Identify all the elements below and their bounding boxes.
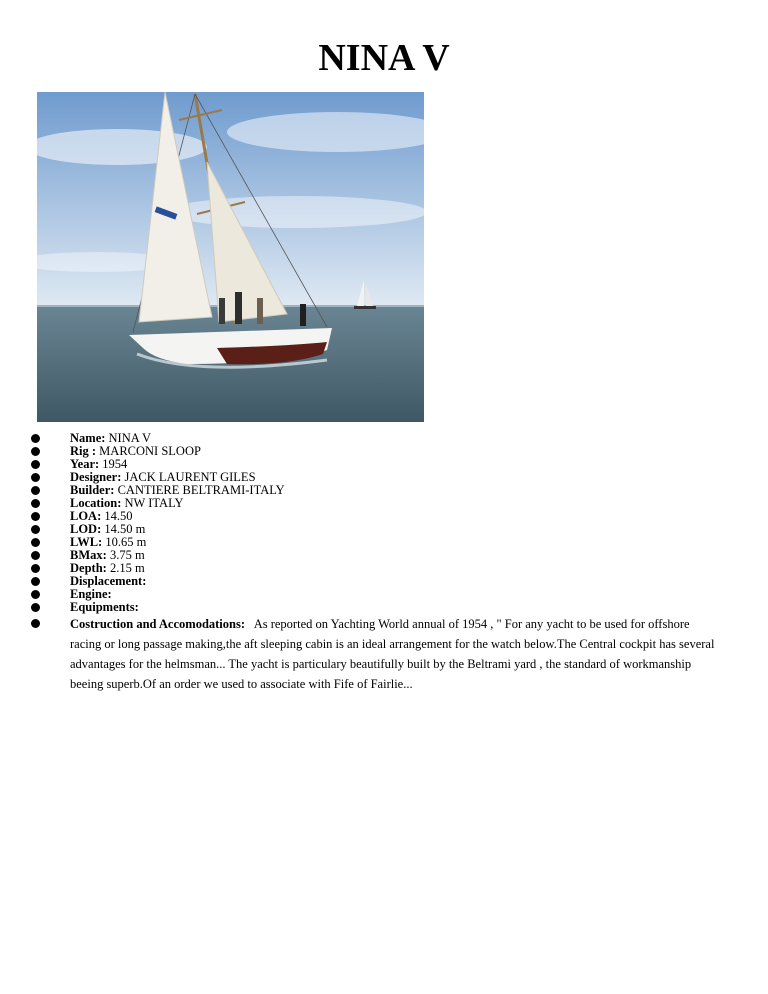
bullet-icon bbox=[31, 447, 40, 456]
spec-name: Name: NINA V bbox=[31, 432, 721, 445]
bullet-icon bbox=[31, 538, 40, 547]
spec-designer: Designer: JACK LAURENT GILES bbox=[31, 471, 721, 484]
bullet-icon bbox=[31, 486, 40, 495]
bullet-icon bbox=[31, 590, 40, 599]
bullet-icon bbox=[31, 577, 40, 586]
spec-lod: LOD: 14.50 m bbox=[31, 523, 721, 536]
bullet-icon bbox=[31, 564, 40, 573]
bullet-icon bbox=[31, 525, 40, 534]
spec-depth: Depth: 2.15 m bbox=[31, 562, 721, 575]
spec-equipments: Equipments: bbox=[31, 601, 721, 614]
bullet-icon bbox=[31, 499, 40, 508]
spec-displacement: Displacement: bbox=[31, 575, 721, 588]
spec-year: Year: 1954 bbox=[31, 458, 721, 471]
bullet-icon bbox=[31, 512, 40, 521]
construction-text: As reported on Yachting World annual of 1954 , " For any yacht to be used for offshore racing or long passage making,the aft sleeping cabin is an ideal arrangement for the watch below.The Central cockpit has several advantages for the helmsman... The yacht is particulary beautifully built by the Beltrami yard , the standard of workmanship beeing superb.Of an order we used to associate with Fife of Fairlie... bbox=[70, 617, 718, 691]
sailboat-photo bbox=[37, 92, 424, 422]
spec-rig: Rig : MARCONI SLOOP bbox=[31, 445, 721, 458]
bullet-icon bbox=[31, 434, 40, 443]
spec-location: Location: NW ITALY bbox=[31, 497, 721, 510]
spec-builder: Builder: CANTIERE BELTRAMI-ITALY bbox=[31, 484, 721, 497]
bullet-icon bbox=[31, 460, 40, 469]
bullet-icon bbox=[31, 619, 40, 628]
page-title: NINA V bbox=[318, 37, 450, 79]
spec-lwl: LWL: 10.65 m bbox=[31, 536, 721, 549]
spec-loa: LOA: 14.50 bbox=[31, 510, 721, 523]
specs-list bbox=[31, 432, 721, 694]
spec-bmax: BMax: 3.75 m bbox=[31, 549, 721, 562]
spec-engine: Engine: bbox=[31, 588, 721, 601]
spec-construction: Costruction and Accomodations: As reported on Yachting World annual of 1954 , " For any yacht to be used for offshore racing or long passage making,the aft sleeping cabin is an ideal arrangement for the watch below.The Central cockpit has several advantages for the helmsman... The yacht is particulary beautifully built by the Beltrami yard , the standard of workmanship beeing superb.Of an order we used to associate with Fife of Fairlie... bbox=[31, 614, 721, 694]
bullet-icon bbox=[31, 551, 40, 560]
bullet-icon bbox=[31, 603, 40, 612]
bullet-icon bbox=[31, 473, 40, 482]
